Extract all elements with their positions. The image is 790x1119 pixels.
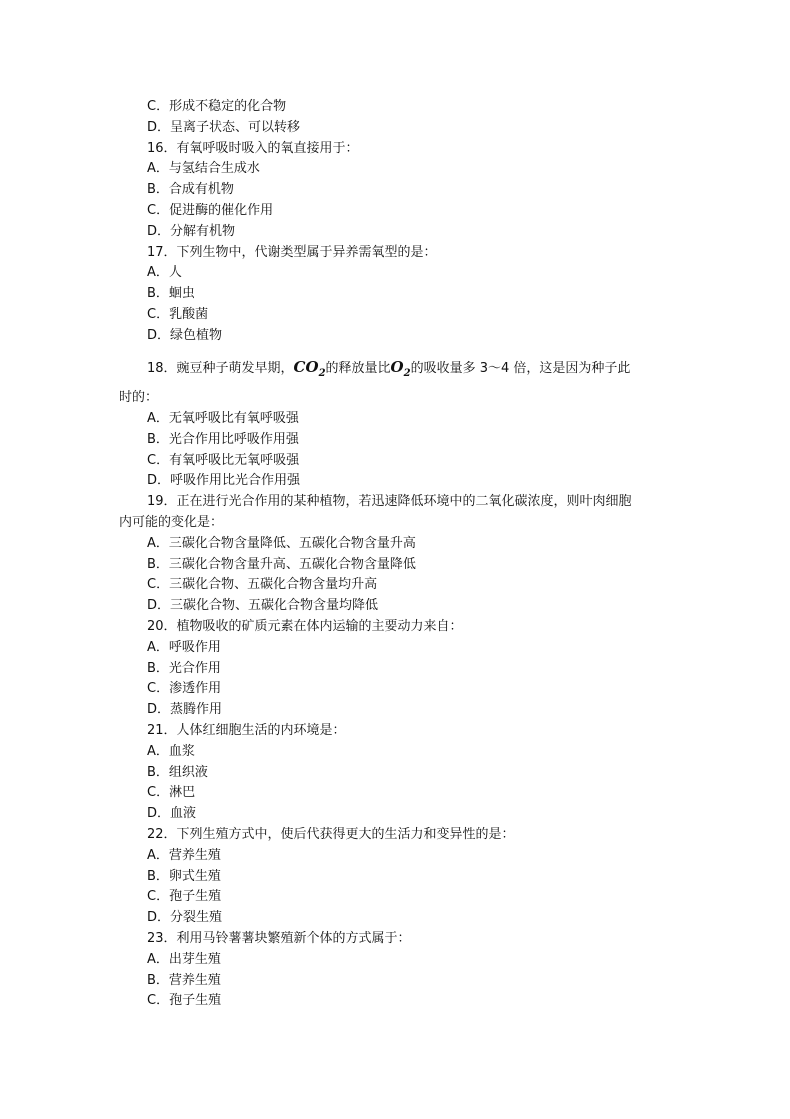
option-b-q23: B．营养生殖 — [147, 973, 221, 988]
option-d-q15: D．呈离子状态、可以转移 — [147, 120, 301, 135]
option-c-q18: C．有氧呼吸比无氧呼吸强 — [147, 453, 300, 468]
option-c-q17: C．乳酸菌 — [147, 307, 209, 322]
option-a-q21: A．血浆 — [147, 744, 195, 759]
option-d-q19: D．三碳化合物、五碳化合物含量均降低 — [147, 598, 379, 613]
question-22: 22．下列生殖方式中，使后代获得更大的生活力和变异性的是： — [147, 827, 515, 842]
question-17: 17．下列生物中，代谢类型属于异养需氧型的是： — [147, 245, 437, 260]
option-a-q18: A．无氧呼吸比有氧呼吸强 — [147, 411, 299, 426]
question-23: 23．利用马铃薯薯块繁殖新个体的方式属于： — [147, 931, 411, 946]
question-16: 16．有氧呼吸时吸入的氧直接用于： — [147, 141, 359, 156]
option-c-q22: C．孢子生殖 — [147, 889, 222, 904]
option-c-q21: C．淋巴 — [147, 785, 196, 800]
question-21: 21．人体红细胞生活的内环境是： — [147, 723, 346, 738]
option-d-q22: D．分裂生殖 — [147, 910, 223, 925]
option-d-q17: D．绿色植物 — [147, 328, 223, 343]
question-19: 19．正在进行光合作用的某种植物，若迅速降低环境中的二氧化碳浓度，则叶肉细胞 — [147, 494, 632, 509]
option-b-q20: B．光合作用 — [147, 661, 221, 676]
option-b-q22: B．卵式生殖 — [147, 869, 221, 884]
option-b-q19: B．三碳化合物含量升高、五碳化合物含量降低 — [147, 557, 416, 572]
question-18-text-a: 18．豌豆种子萌发早期， — [147, 361, 294, 376]
question-18 — [147, 358, 630, 383]
option-a-q16: A．与氢结合生成水 — [147, 161, 260, 176]
option-a-q19: A．三碳化合物含量降低、五碳化合物含量升高 — [147, 536, 416, 551]
option-a-q17: A．人 — [147, 265, 182, 280]
question-18-text-b: 的释放量比 — [325, 361, 391, 376]
option-b-q16: B．合成有机物 — [147, 182, 234, 197]
option-b-q17: B．蛔虫 — [147, 286, 195, 301]
option-a-q20: A．呼吸作用 — [147, 640, 221, 655]
option-c-q19: C．三碳化合物、五碳化合物含量均升高 — [147, 577, 378, 592]
option-b-q18: B．光合作用比呼吸作用强 — [147, 432, 299, 447]
question-19-continued: 内可能的变化是： — [119, 515, 224, 530]
co2-formula: $CO_2$ — [293, 358, 326, 379]
option-b-q21: B．组织液 — [147, 765, 208, 780]
option-d-q16: D．分解有机物 — [147, 224, 236, 239]
option-c-q15: C．形成不稳定的化合物 — [147, 99, 287, 114]
option-a-q22: A．营养生殖 — [147, 848, 221, 863]
option-d-q20: D．蒸腾作用 — [147, 702, 223, 717]
option-c-q16: C．促进酶的催化作用 — [147, 203, 274, 218]
o2-formula: $O_2$ — [390, 358, 411, 379]
option-a-q23: A．出芽生殖 — [147, 952, 221, 967]
option-c-q23: C．孢子生殖 — [147, 993, 222, 1008]
question-18-continued: 时的： — [119, 390, 159, 405]
option-c-q20: C．渗透作用 — [147, 681, 222, 696]
option-d-q21: D．血液 — [147, 806, 197, 821]
option-d-q18: D．呼吸作用比光合作用强 — [147, 473, 301, 488]
question-18-text-c: 的吸收量多 3～4 倍，这是因为种子此 — [410, 361, 631, 376]
question-20: 20．植物吸收的矿质元素在体内运输的主要动力来自： — [147, 619, 463, 634]
